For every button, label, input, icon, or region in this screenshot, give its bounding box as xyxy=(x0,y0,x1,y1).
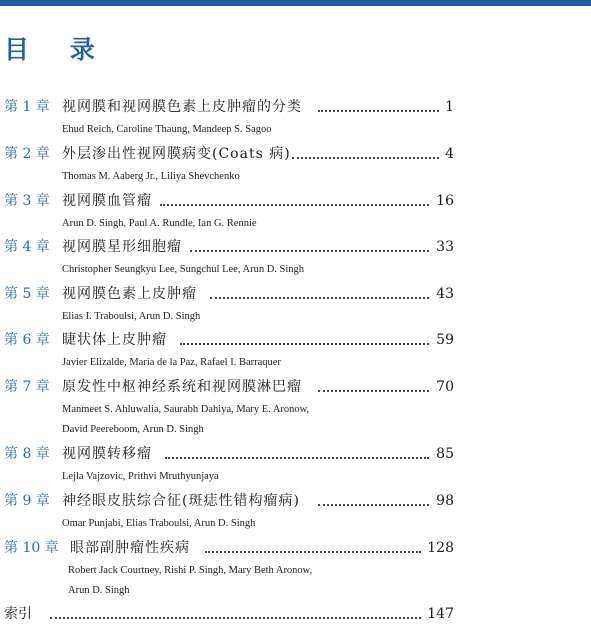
page-number: 70 xyxy=(436,379,454,395)
page-number: 147 xyxy=(427,606,454,622)
dot-leader xyxy=(210,297,429,299)
toc-entry[interactable] xyxy=(0,537,591,559)
toc-entry[interactable] xyxy=(0,329,591,351)
chapter-number: 第 6 章 xyxy=(4,332,50,348)
toc-entry[interactable] xyxy=(0,190,591,212)
chapter-authors: Christopher Seungkyu Lee, Sungchul Lee, Arun D. Singh xyxy=(62,264,305,275)
dot-leader xyxy=(165,457,429,459)
page-number: 4 xyxy=(445,146,454,162)
chapter-number: 第 3 章 xyxy=(4,193,50,209)
chapter-authors: Robert Jack Courtney, Rishi P. Singh, Mary Beth Aronow, xyxy=(68,565,313,576)
dot-leader xyxy=(318,390,429,392)
chapter-authors: Arun D. Singh xyxy=(68,585,130,596)
chapter-title: 视网膜转移瘤 xyxy=(62,446,152,462)
page-number: 33 xyxy=(436,239,454,255)
chapter-authors: Manmeet S. Ahluwalia, Saurabh Dahiya, Mary E. Aronow, xyxy=(62,404,310,415)
chapter-authors: Javier Elizalde, María de la Paz, Rafael I. Barraquer xyxy=(62,357,281,368)
toc-entry[interactable] xyxy=(0,283,591,305)
toc-entry[interactable] xyxy=(0,143,591,165)
page-number: 43 xyxy=(436,286,454,302)
chapter-authors: Lejla Vajzovic, Prithvi Mruthyunjaya xyxy=(62,471,219,482)
page-title: 目 录 xyxy=(4,35,111,64)
chapter-title: 视网膜星形细胞瘤 xyxy=(62,239,182,255)
page-number: 16 xyxy=(436,193,454,209)
chapter-number: 第 10 章 xyxy=(4,540,59,556)
chapter-number: 第 2 章 xyxy=(4,146,50,162)
dot-leader xyxy=(180,343,429,345)
toc-entry[interactable] xyxy=(0,443,591,465)
toc-entry[interactable] xyxy=(0,490,591,512)
page-number: 1 xyxy=(445,99,454,115)
chapter-title: 神经眼皮肤综合征(斑痣性错构瘤病) xyxy=(62,493,300,509)
dot-leader xyxy=(318,110,439,112)
toc-entry[interactable] xyxy=(0,96,591,118)
chapter-authors: Elias I. Traboulsi, Arun D. Singh xyxy=(62,311,201,322)
chapter-authors: Arun D. Singh, Paul A. Rundle, Ian G. Rennie xyxy=(62,218,257,229)
page-number: 59 xyxy=(436,332,454,348)
dot-leader xyxy=(50,617,421,619)
chapter-authors: Thomas M. Aaberg Jr., Liliya Shevchenko xyxy=(62,171,240,182)
index-label: 索引 xyxy=(4,606,32,622)
chapter-title: 眼部副肿瘤性疾病 xyxy=(70,540,190,556)
chapter-number: 第 9 章 xyxy=(4,493,50,509)
page-number: 98 xyxy=(436,493,454,509)
chapter-authors: David Peereboom, Arun D. Singh xyxy=(62,424,204,435)
chapter-number: 第 4 章 xyxy=(4,239,50,255)
chapter-title: 睫状体上皮肿瘤 xyxy=(62,332,167,348)
dot-leader xyxy=(205,551,421,553)
chapter-title: 视网膜色素上皮肿瘤 xyxy=(62,286,197,302)
toc-entry-index[interactable] xyxy=(0,603,591,625)
chapter-authors: Omar Punjabi, Elias Traboulsi, Arun D. Singh xyxy=(62,518,256,529)
page-number: 128 xyxy=(427,540,454,556)
chapter-title: 视网膜和视网膜色素上皮肿瘤的分类 xyxy=(62,99,302,115)
dot-leader xyxy=(190,250,429,252)
chapter-title: 原发性中枢神经系统和视网膜淋巴瘤 xyxy=(62,379,302,395)
chapter-title: 外层渗出性视网膜病变(Coats 病) xyxy=(62,146,291,162)
chapter-number: 第 5 章 xyxy=(4,286,50,302)
dot-leader xyxy=(292,157,439,159)
toc-entry[interactable] xyxy=(0,376,591,398)
chapter-number: 第 7 章 xyxy=(4,379,50,395)
toc-entry[interactable] xyxy=(0,236,591,258)
chapter-title: 视网膜血管瘤 xyxy=(62,193,152,209)
dot-leader xyxy=(160,204,429,206)
page-number: 85 xyxy=(436,446,454,462)
chapter-number: 第 1 章 xyxy=(4,99,50,115)
dot-leader xyxy=(318,504,429,506)
chapter-number: 第 8 章 xyxy=(4,446,50,462)
chapter-authors: Ehud Reich, Caroline Thaung, Mandeep S. Sagoo xyxy=(62,124,272,135)
